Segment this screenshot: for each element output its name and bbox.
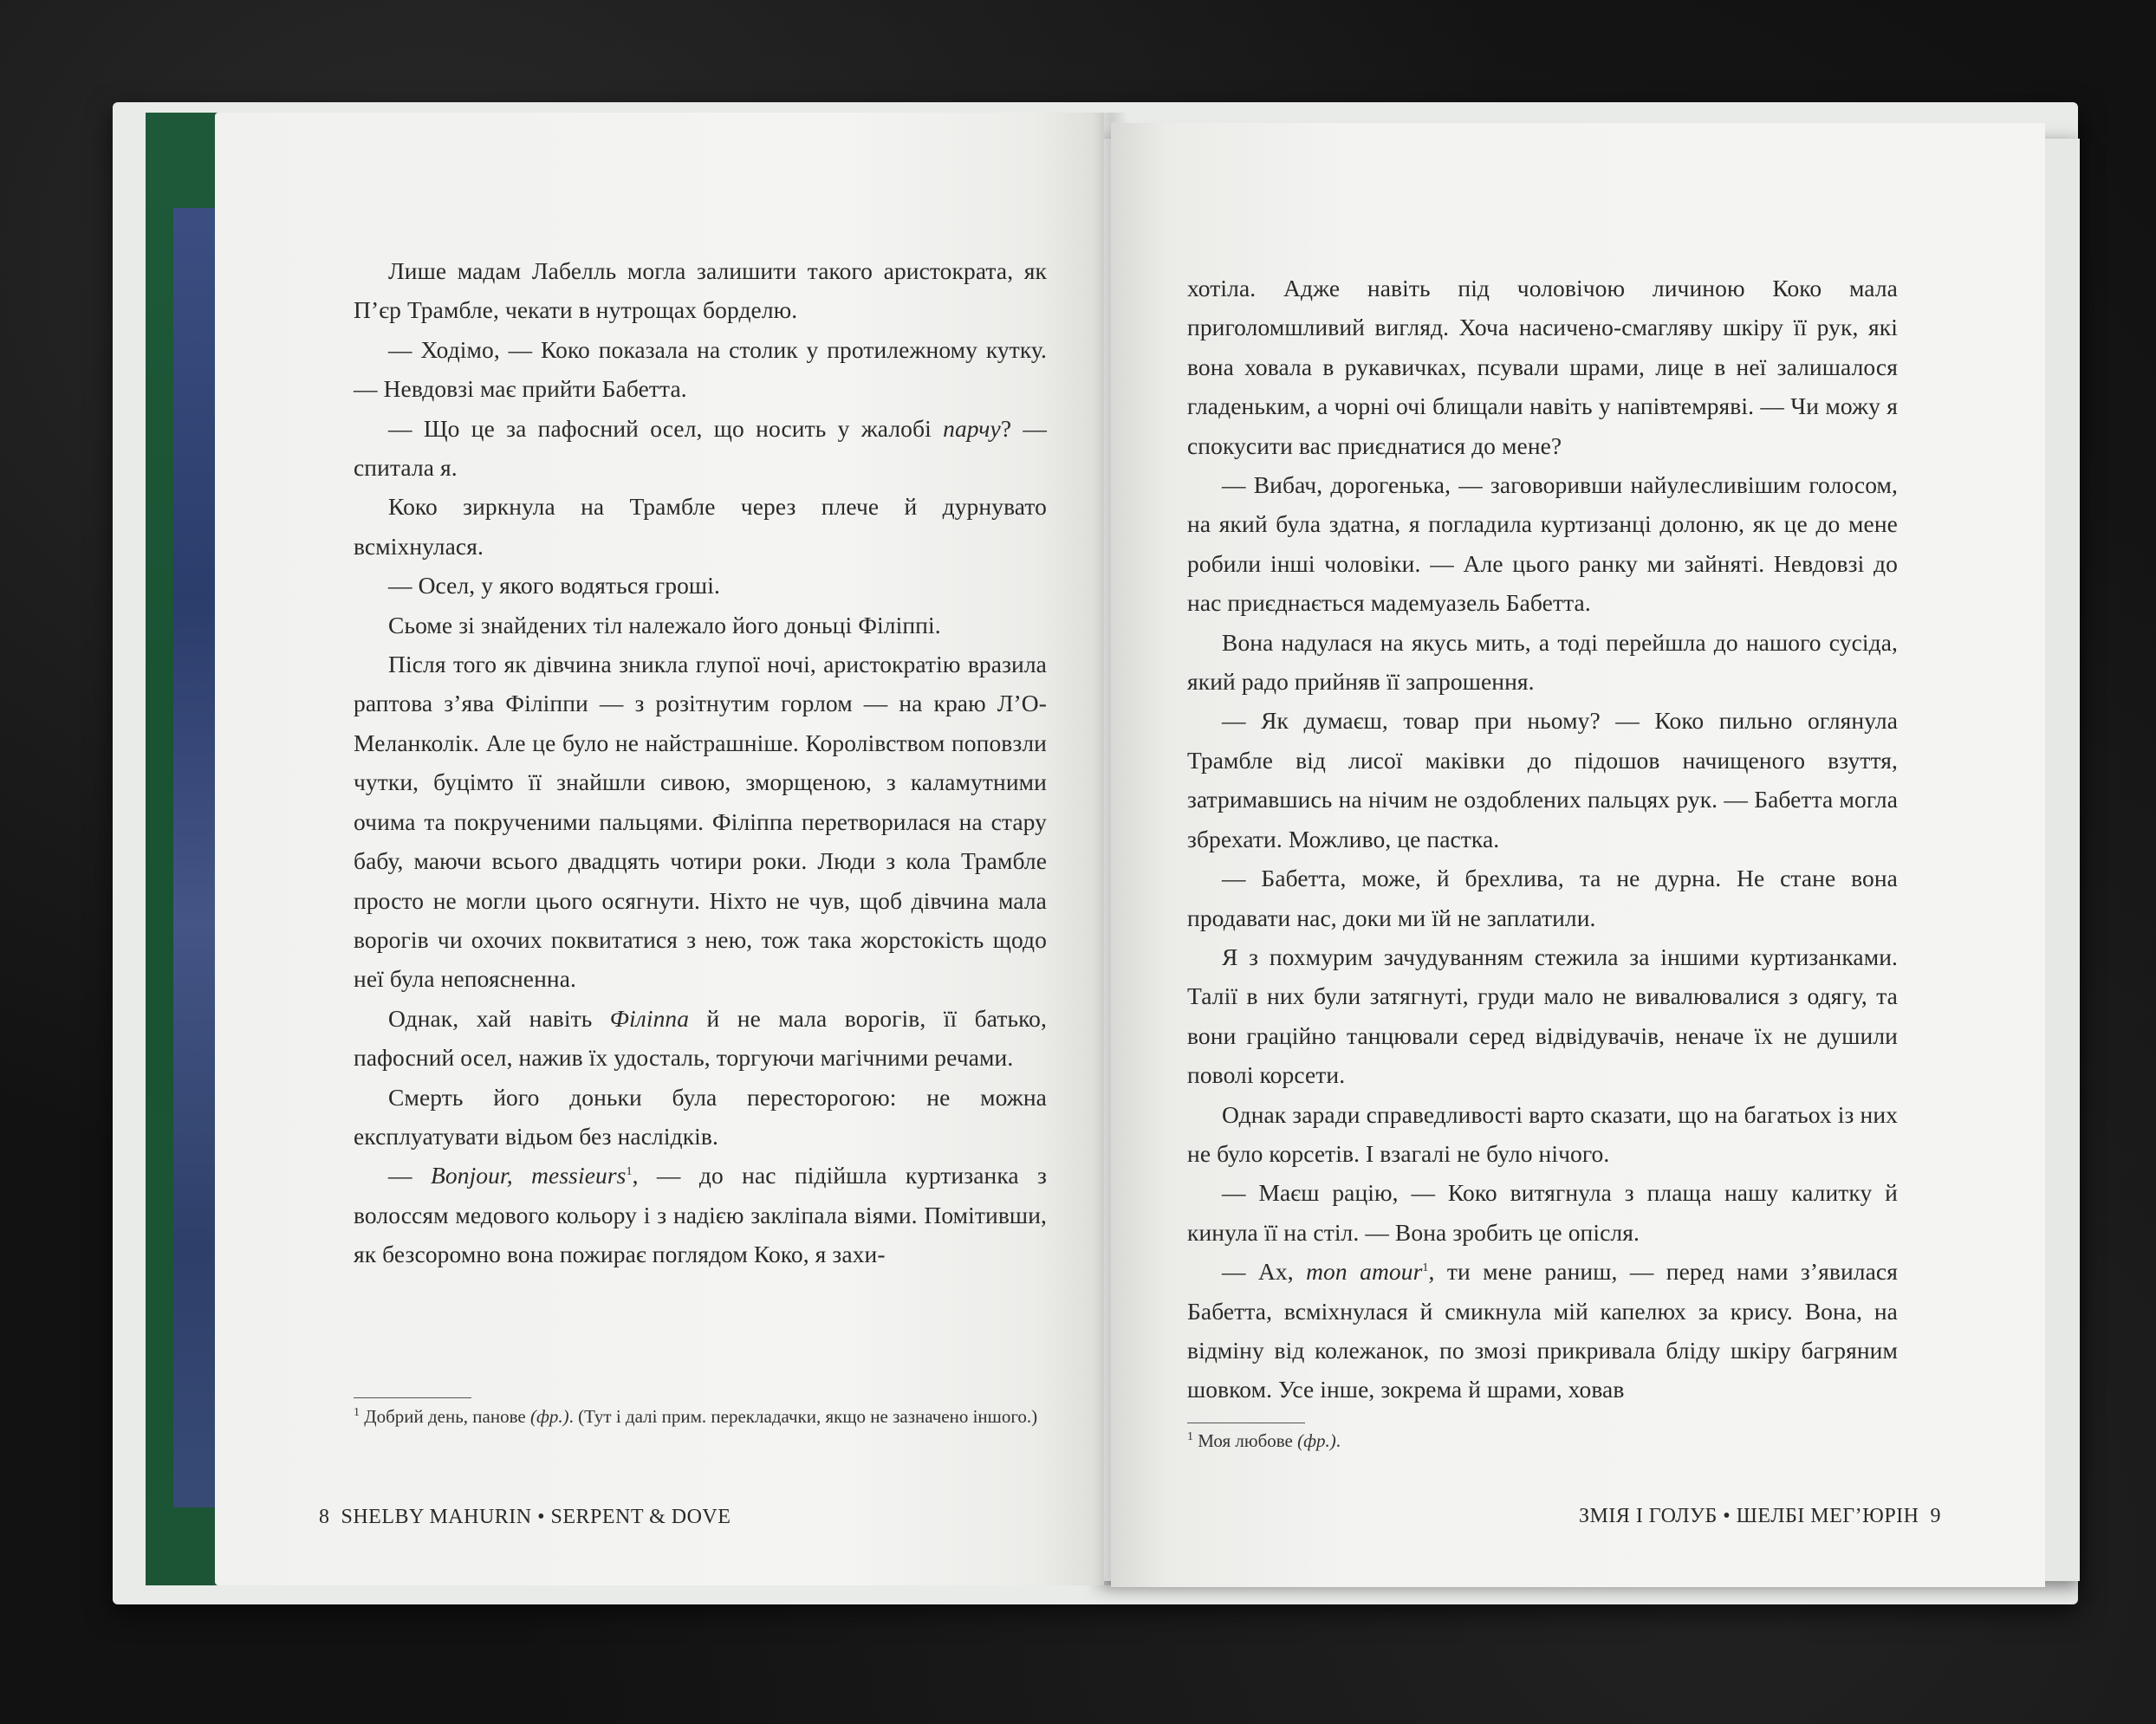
text-run: Я з похмурим зачудуванням стежила за іншими куртизанками. Талії в них були затягнуті, груди мало не вивалювалися з одягу, та вони граційно танцювали серед відвідувачів, неначе їх не душили поволі корсети. [1187, 943, 1898, 1089]
text-run: . (Тут і далі прим. перекладачки, якщо не зазначено іншого.) [568, 1406, 1038, 1427]
text-run: Добрий день, панове [360, 1406, 530, 1427]
paragraph [1187, 465, 1898, 623]
right-footnote [1187, 1428, 1898, 1454]
paragraph [354, 606, 1047, 645]
text-run: — Вибач, дорогенька, — заговоривши найулесливішим голосом, на який була здатна, я погладила куртизанці долоню, як це до мене робили інші чоловіки. — Але цього ранку ми зайняті. Невдовзі до нас приєднається мадемуазель Бабетта. [1187, 471, 1898, 617]
italic-text: (фр.) [1297, 1430, 1336, 1451]
paragraph [1187, 1095, 1898, 1174]
paragraph [1187, 1252, 1898, 1410]
paragraph [1187, 701, 1898, 859]
text-run: хотіла. Адже навіть під чоловічою личиною Коко мала приголомшливий вигляд. Хоча насичено-смаглявy шкіру її рук, які вона ховала в рукавичках, псували шрами, лице в неї залишалося гладеньким, а чорні очі блищали навіть у напівтемряві. — Чи можу я спокусити вас приєднатися до мене? [1187, 275, 1898, 459]
paragraph [1187, 269, 1898, 465]
text-run: — Осел, у якого водяться гроші. [388, 572, 720, 600]
paragraph [354, 487, 1047, 566]
paragraph [1187, 859, 1898, 937]
footnote-mark: 1 [1422, 1261, 1429, 1274]
text-run: Однак заради справедливості варто сказати, що на багатьох із них не було корсетів. І взагалі не було нічого. [1187, 1100, 1898, 1167]
left-footnote-rule [354, 1397, 471, 1398]
text-run: — Як думаєш, товар при ньому? — Коко пильно оглянула Трамбле від лисої маківки до підошов начищеного взуття, затримавшись на нічим не оздоблених пальцях рук. — Бабетта могла збрехати. Можливо, це пастка. [1187, 707, 1898, 852]
left-page-body [354, 251, 1047, 1274]
text-run: — Ах, [1222, 1258, 1307, 1286]
italic-text: (фр.) [529, 1406, 569, 1427]
text-run: — Маєш рацію, — Коко витягнула з плаща нашу калитку й кинула її на стіл. — Вона зробить це опісля. [1187, 1179, 1898, 1246]
paragraph [354, 409, 1047, 488]
paragraph [1187, 937, 1898, 1095]
text-run: Коко зиркнула на Трамбле через плече й дурнувато всміхнулася. [354, 493, 1047, 560]
text-run: — Бабетта, може, й брехлива, та не дурна. Не стане вона продавати нас, доки ми їй не заплатили. [1187, 865, 1898, 931]
paragraph [354, 1156, 1047, 1274]
text-run: Смерть його доньки була пересторогою: не можна експлуатувати відьом без наслідків. [354, 1083, 1047, 1150]
right-page [1111, 123, 2045, 1587]
left-page [215, 113, 1104, 1585]
text-run: . [1335, 1430, 1341, 1451]
paragraph [354, 1078, 1047, 1157]
right-page-body [1187, 269, 1898, 1410]
left-footnote [354, 1403, 1047, 1429]
text-run: Після того як дівчина зникла глупої ночі, аристократію вразила раптова з’ява Філіппи — з розітнутим горлом — на краю Л’О-Меланколік. Але це було не найстрашніше. Королівством поповзли чутки, буцімто її знайшли сивою, зморщеною, з каламутними очима та покрученими пальцями. Філіппа перетворилася на стару бабу, маючи всього двадцять чотири роки. Люди з кола Трамбле просто не могли цього осягнути. Ніхто не чув, щоб дівчина мала ворогів чи охочих поквитатися з нею, тож така жорстокість щодо неї була непоясненна. [354, 651, 1047, 993]
left-running-head: 8 SHELBY MAHURIN • SERPENT & DOVE [319, 1506, 731, 1528]
footnote-mark: 1 [1187, 1430, 1193, 1443]
text-run: Лише мадам Лабелль могла залишити такого аристократа, як П’єр Трамбле, чекати в нутрощах борделю. [354, 257, 1047, 324]
text-run: — Що це за пафосний осел, що носить у жалобі [388, 414, 944, 442]
italic-text: парчу [943, 414, 1001, 442]
text-run: й не мала ворогів, її батько, пафосний осел, нажив їх удосталь, торгуючи магічними речами. [354, 1004, 1047, 1072]
italic-text: mon amour [1306, 1258, 1423, 1286]
footnote-mark: 1 [626, 1165, 633, 1179]
footnote-mark: 1 [354, 1406, 360, 1419]
text-run: — Ходімо, — Коко показала на столик у протилежному кутку. — Невдовзі має прийти Бабетта. [354, 335, 1047, 403]
right-running-head: ЗМІЯ І ГОЛУБ • ШЕЛБІ МЕГ’ЮРІН 9 [1578, 1505, 1941, 1527]
paragraph [354, 566, 1047, 605]
text-run: ? — спитала я. [354, 414, 1047, 482]
text-run: Вона надулася на якусь мить, а тоді перейшла до нашого сусіда, який радо прийняв її запрошення. [1187, 628, 1898, 696]
text-run: — [388, 1162, 431, 1189]
paragraph [354, 330, 1047, 409]
paragraph [354, 251, 1047, 330]
text-run: , ти мене раниш, — перед нами з’явилася Бабетта, всміхнулася й смикнула мій капелюх за крису. Вона, на відміну від колежанок, по змозі прикривала бліду шкіру багряним шовком. Усе інше, зокрема й шрами, ховав [1187, 1258, 1898, 1403]
text-run: Сьоме зі знайдених тіл належало його доньці Філіппі. [388, 611, 941, 638]
text-run: Однак, хай навіть [388, 1004, 610, 1032]
paragraph [1187, 623, 1898, 702]
paragraph [354, 645, 1047, 999]
paragraph [354, 999, 1047, 1078]
paragraph [1187, 1173, 1898, 1252]
text-run: Моя любове [1193, 1430, 1298, 1451]
italic-text: Філіппа [609, 1004, 690, 1032]
italic-text: Bonjour, messieurs [430, 1162, 627, 1189]
text-run: , — до нас підійшла куртизанка з волоссям медового кольору і з надією закліпала віями. Помітивши, як безсоромно вона пожирає поглядом Коко, я захи- [354, 1162, 1047, 1268]
